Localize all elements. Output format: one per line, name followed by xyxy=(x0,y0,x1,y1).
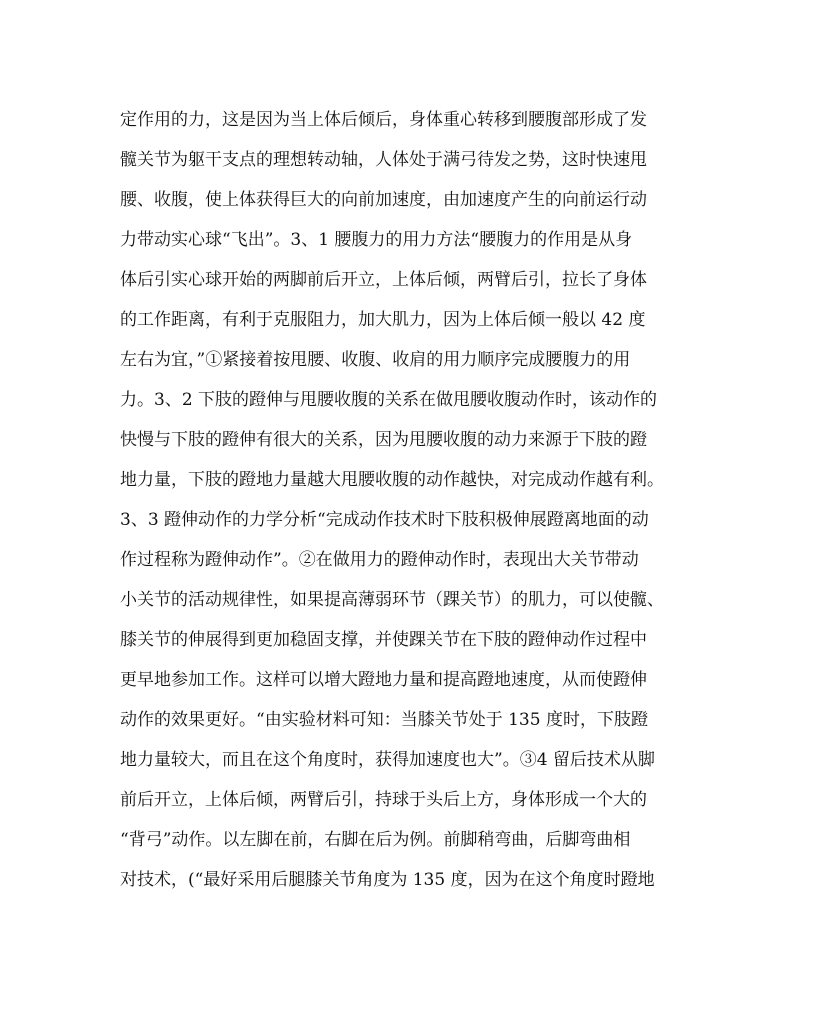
text-line: 作过程称为蹬伸动作”。②在做用力的蹬伸动作时，表现出大关节带动 xyxy=(120,550,639,570)
text-line: 小关节的活动规律性，如果提高薄弱环节（踝关节）的肌力，可以使髋、 xyxy=(120,590,664,610)
text-line: 前后开立，上体后倾，两臂后引，持球于头后上方，身体形成一个大的 xyxy=(120,790,647,810)
text-line: 快慢与下肢的蹬伸有很大的关系，因为甩腰收腹的动力来源于下肢的蹬 xyxy=(120,430,647,450)
text-line: 膝关节的伸展得到更加稳固支撑，并使踝关节在下肢的蹬伸动作过程中 xyxy=(120,630,647,650)
text-line: “背弓”动作。以左脚在前，右脚在后为例。前脚稍弯曲，后脚弯曲相 xyxy=(120,830,631,850)
body-text xyxy=(120,100,700,900)
text-line: 地力量，下肢的蹬地力量越大甩腰收腹的动作越快，对完成动作越有利。 xyxy=(120,470,664,490)
text-line: 力带动实心球“飞出”。3、1 腰腹力的用力方法“腰腹力的作用是从身 xyxy=(120,230,633,250)
text-line: 对技术，(“最好采用后腿膝关节角度为 135 度，因为在这个角度时蹬地 xyxy=(120,870,655,890)
text-line: 体后引实心球开始的两脚前后开立，上体后倾，两臂后引，拉长了身体 xyxy=(120,270,647,290)
text-line: 力。3、2 下肢的蹬伸与甩腰收腹的关系在做甩腰收腹动作时，该动作的 xyxy=(120,390,658,410)
text-line: 定作用的力，这是因为当上体后倾后，身体重心转移到腰腹部形成了发 xyxy=(120,110,647,130)
text-line: 腰、收腹，使上体获得巨大的向前加速度，由加速度产生的向前运行动 xyxy=(120,190,647,210)
text-line: 更早地参加工作。这样可以增大蹬地力量和提高蹬地速度，从而使蹬伸 xyxy=(120,670,647,690)
text-line: 髋关节为躯干支点的理想转动轴，人体处于满弓待发之势，这时快速甩 xyxy=(120,150,647,170)
text-line: 地力量较大，而且在这个角度时，获得加速度也大”。③4 留后技术从脚 xyxy=(120,750,655,770)
text-line: 动作的效果更好。“由实验材料可知：当膝关节处于 135 度时，下肢蹬 xyxy=(120,710,648,730)
text-line: 左右为宜，”①紧接着按甩腰、收腹、收肩的用力顺序完成腰腹力的用 xyxy=(120,350,631,370)
text-line: 的工作距离，有利于克服阻力，加大肌力，因为上体后倾一般以 42 度 xyxy=(120,310,646,330)
text-line: 3、3 蹬伸动作的力学分析“完成动作技术时下肢积极伸展蹬离地面的动 xyxy=(120,510,649,530)
